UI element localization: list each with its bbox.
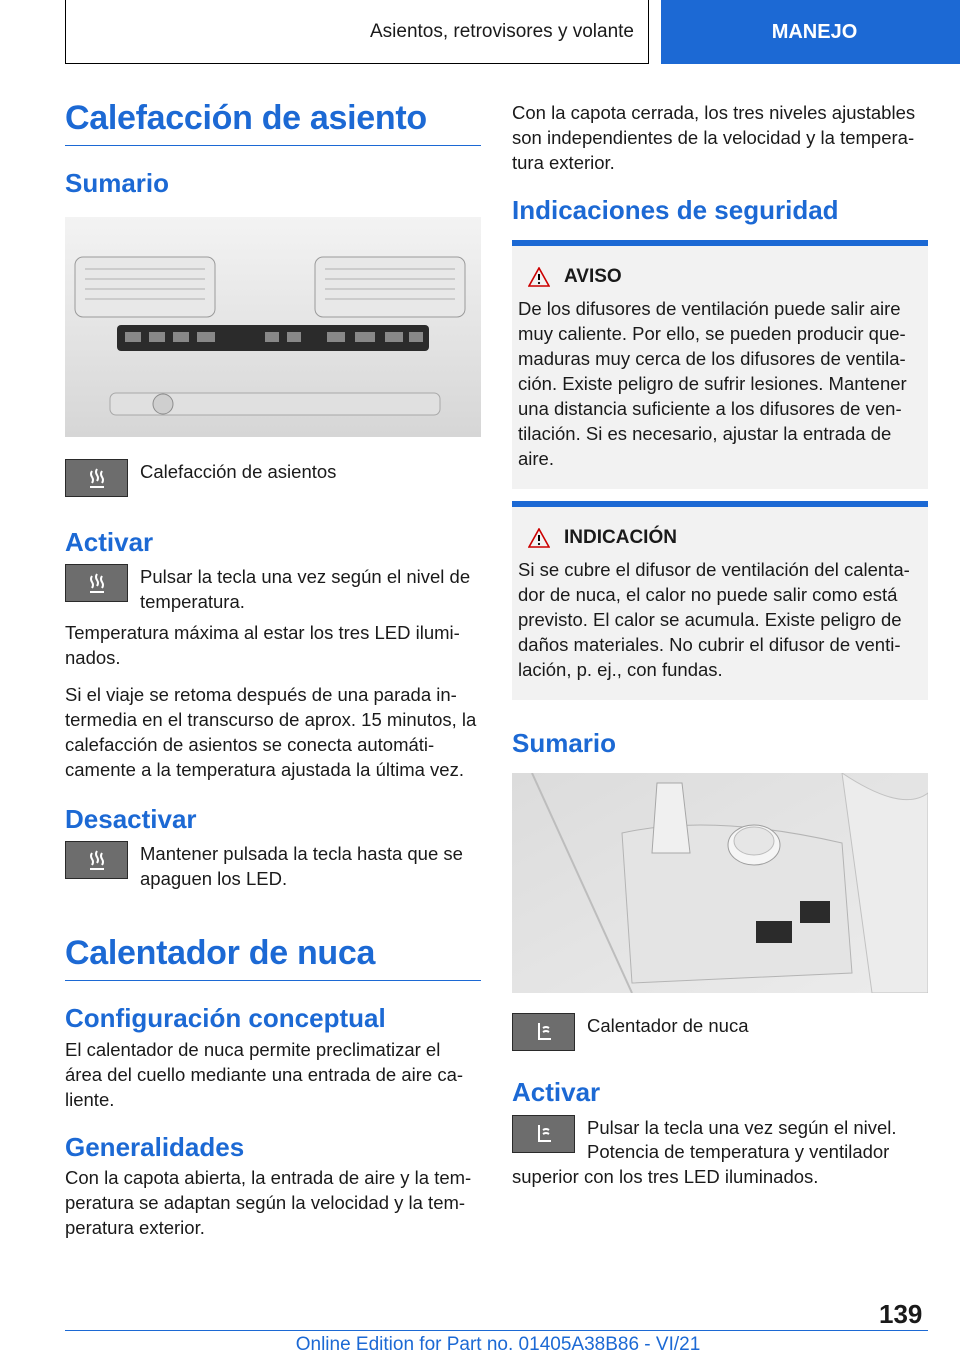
seat-heating-button[interactable]	[65, 564, 128, 602]
page-number: 139	[879, 1299, 923, 1329]
seat-heating-icon	[84, 465, 110, 491]
activate-neck-paragraph: Potencia de temperatura y ventilador superior con los tres LED iluminados.	[512, 1140, 890, 1187]
neck-warmer-caption: Calentador de nuca	[587, 1015, 749, 1037]
climate-panel-photo	[65, 217, 481, 437]
heading-summary-neck: Sumario	[512, 728, 617, 759]
heading-safety: Indicaciones de seguridad	[512, 195, 839, 225]
heading-general: Generalidades	[65, 1131, 245, 1162]
header-chapter-label: MANEJO	[771, 20, 858, 43]
intro-paragraph: Con la capota cerrada, los tres niveles ajustables son independientes de la velocidad y la temperatura exterior.	[512, 102, 916, 173]
heading-neck-warmer: Calentador de nuca	[65, 935, 481, 981]
seat-heating-legend	[65, 459, 481, 497]
neck-warmer-legend	[512, 1013, 928, 1051]
activate-neck-instruction: Pulsar la tecla una vez según el nivel.	[587, 1116, 897, 1138]
header-section-title	[65, 0, 649, 64]
heading-seat-heating: Calefacción de asiento	[65, 100, 481, 146]
activate-paragraph-1: Temperatura máxima al estar los tres LED iluminados.	[65, 621, 460, 668]
heading-concept: Configuración conceptual	[65, 1003, 386, 1034]
seat-heating-caption: Calefacción de asientos	[140, 460, 337, 482]
activate-step	[65, 564, 481, 614]
warning-text: De los difusores de ventilación puede salir aire muy caliente. Por ello, se pueden producir quemaduras muy cerca de los difusores de ventilación. Existe peligro de sufrir lesiones. Mantener una distancia suficiente a los difusores de ventilación. Si es necesario, ajustar la entrada de aire.	[518, 298, 907, 470]
concept-paragraph: El calentador de nuca permite preclimatizar el área del cuello mediante una entrada de aire caliente.	[65, 1038, 464, 1110]
header-section-label: Asientos, retrovisores y volante	[369, 20, 634, 42]
general-paragraph: Con la capota abierta, la entrada de aire y la temperatura se adaptan según la velocidad y la temperatura exterior.	[65, 1166, 472, 1238]
neck-warmer-icon	[531, 1121, 557, 1147]
warning-text: Si se cubre el difusor de ventilación del calentador de nuca, el calor no puede salir como está previsto. El calor se acumula. Existe peligro de daños materiales. No cubrir el difusor de ventilación, p. ej., con fundas.	[518, 559, 910, 681]
seat-heating-icon	[84, 570, 110, 596]
deactivate-step	[65, 841, 481, 891]
warning-box-indicacion	[512, 501, 928, 700]
footer-edition: Online Edition for Part no. 01405A38B86 - VI/21	[295, 1334, 701, 1355]
heading-deactivate: Desactivar	[65, 803, 197, 834]
heading-summary: Sumario	[65, 168, 170, 199]
warning-title: INDICACIÓN	[564, 527, 677, 549]
warning-triangle-icon	[528, 528, 550, 548]
activate-paragraph-2: Si el viaje se retoma después de una parada intermedia en el transcurso de aprox. 15 minutos, la calefacción de asientos se conecta automáticamente a la temperatura ajustada la última vez.	[65, 683, 477, 780]
right-column	[512, 100, 928, 1189]
warning-title-row	[528, 266, 922, 288]
neck-warmer-button[interactable]	[512, 1013, 575, 1051]
warning-triangle-icon	[528, 267, 550, 287]
header-chapter-tab[interactable]	[661, 0, 960, 64]
heading-activate: Activar	[65, 526, 154, 557]
warning-title: AVISO	[564, 266, 622, 288]
footer-divider	[65, 1330, 928, 1331]
center-console-photo	[512, 773, 928, 993]
seat-heating-button[interactable]	[65, 459, 128, 497]
activate-instruction: Pulsar la tecla una vez según el nivel de temperatura.	[140, 565, 471, 612]
deactivate-instruction: Mantener pulsada la tecla hasta que se apaguen los LED.	[140, 842, 463, 889]
left-column	[65, 100, 481, 1240]
warning-title-row	[528, 527, 922, 549]
neck-warmer-button[interactable]	[512, 1115, 575, 1153]
heading-activate-neck: Activar	[512, 1077, 601, 1108]
warning-box-aviso	[512, 240, 928, 489]
seat-heating-button[interactable]	[65, 841, 128, 879]
neck-warmer-icon	[531, 1019, 557, 1045]
seat-heating-icon	[84, 847, 110, 873]
